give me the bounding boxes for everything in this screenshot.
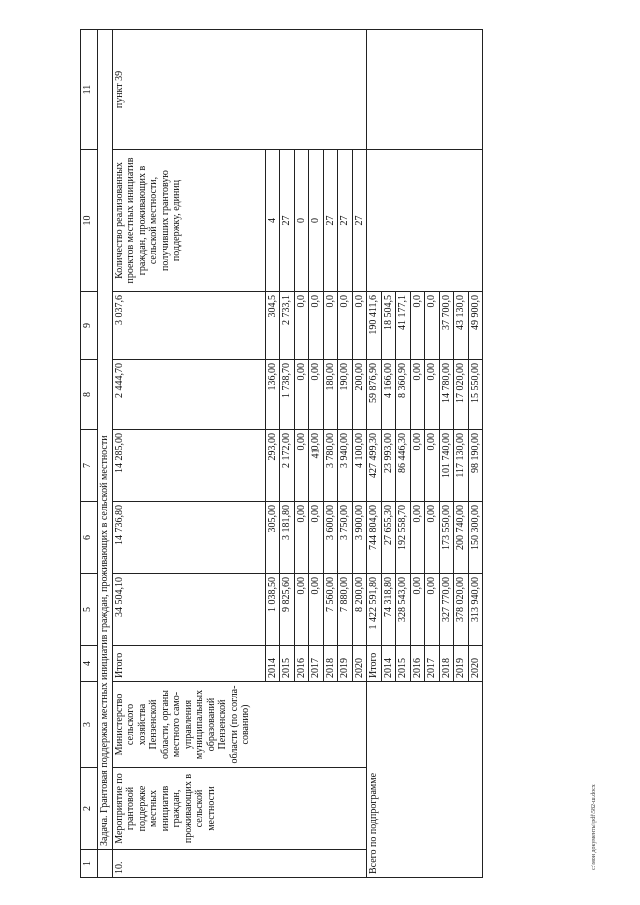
year-value: 0,00 xyxy=(294,430,309,502)
year-value: 3 181,80 xyxy=(280,502,295,574)
indicator-name: Количество реализованных проектов местных инициатив граждан, проживающих в сельской местности, получивших грантовую поддержку, единиц xyxy=(112,150,265,292)
col-number: 5 xyxy=(81,574,98,646)
year-value: 0,00 xyxy=(309,574,324,646)
indicator-value: 27 xyxy=(352,150,367,292)
indicator-value: 27 xyxy=(323,150,338,292)
subprogram-year-value: 43 130,0 xyxy=(454,292,469,360)
year-value: 3 750,00 xyxy=(338,502,353,574)
year-value: 136,00 xyxy=(265,360,280,430)
year-value: 0,0 xyxy=(323,292,338,360)
task-empty-cell xyxy=(98,850,113,878)
indicator-value: 0 xyxy=(309,150,324,292)
subprogram-total-value: 427 499,30 xyxy=(367,430,382,502)
year-value: 293,00 xyxy=(265,430,280,502)
subprogram-year-value: 0,00 xyxy=(425,360,440,430)
col-number: 6 xyxy=(81,502,98,574)
program-table xyxy=(80,29,483,878)
subprogram-year-value: 0,00 xyxy=(410,574,425,646)
col-number: 8 xyxy=(81,360,98,430)
indicator-value: 0 xyxy=(294,150,309,292)
year-value: 190,00 xyxy=(338,360,353,430)
subprogram-year-value: 14 780,00 xyxy=(439,360,454,430)
year-cell: 2020 xyxy=(352,646,367,682)
point-ref: пункт 39 xyxy=(112,30,367,150)
year-value: 2 733,1 xyxy=(280,292,295,360)
year-value: 3 600,00 xyxy=(323,502,338,574)
col-number: 2 xyxy=(81,768,98,850)
year-cell: 2019 xyxy=(454,646,469,682)
subprogram-year-value: 0,00 xyxy=(425,574,440,646)
year-value: 8 200,00 xyxy=(352,574,367,646)
footer-file-path: c:\мои документы\pdf\582-ш.docx xyxy=(591,784,597,870)
year-value: 0,00 xyxy=(294,360,309,430)
row-number: 10. xyxy=(112,850,367,878)
total-value: 2 444,70 xyxy=(112,360,265,430)
year-cell: 2015 xyxy=(280,646,295,682)
year-value: 0,00 xyxy=(294,574,309,646)
year-value: 0,00 xyxy=(309,360,324,430)
year-value: 9 825,60 xyxy=(280,574,295,646)
year-cell: 2015 xyxy=(396,646,411,682)
subprogram-year-value: 0,00 xyxy=(410,430,425,502)
subprogram-year-value: 17 020,00 xyxy=(454,360,469,430)
subprogram-year-value: 192 558,70 xyxy=(396,502,411,574)
measure-name: Мероприятие по грантовой поддержке местных инициатив граждан, проживающих в сельской местности xyxy=(112,768,367,850)
subprogram-total-row xyxy=(367,30,382,878)
subprogram-year-value: 313 940,00 xyxy=(468,574,483,646)
subprogram-year-value: 37 700,0 xyxy=(439,292,454,360)
year-value: 7 880,00 xyxy=(338,574,353,646)
year-value: 305,00 xyxy=(265,502,280,574)
indicator-value: 27 xyxy=(280,150,295,292)
subprogram-total-label: Итого xyxy=(367,646,382,682)
total-value: 34 504,10 xyxy=(112,574,265,646)
year-value: 0,0 xyxy=(352,292,367,360)
subprogram-year-value: 0,0 xyxy=(410,292,425,360)
year-cell: 2020 xyxy=(468,646,483,682)
year-value: 1 738,70 xyxy=(280,360,295,430)
page-number: 41 xyxy=(310,448,322,459)
empty-cell xyxy=(367,150,483,292)
year-value: 0,00 xyxy=(309,502,324,574)
subprogram-year-value: 98 190,00 xyxy=(468,430,483,502)
year-value: 0,0 xyxy=(338,292,353,360)
subprogram-year-value: 0,00 xyxy=(410,502,425,574)
subprogram-year-value: 0,00 xyxy=(410,360,425,430)
year-cell: 2014 xyxy=(381,646,396,682)
year-value: 180,00 xyxy=(323,360,338,430)
year-value: 4 100,00 xyxy=(352,430,367,502)
subprogram-year-value: 41 177,1 xyxy=(396,292,411,360)
year-value: 0,00 xyxy=(294,502,309,574)
subprogram-year-value: 27 655,30 xyxy=(381,502,396,574)
subprogram-year-value: 0,0 xyxy=(425,292,440,360)
measure-total-row xyxy=(112,30,265,878)
task-title: Задача. Грантовая поддержка местных инициатив граждан, проживающих в сельской местности xyxy=(98,30,113,850)
year-value: 3 780,00 xyxy=(323,430,338,502)
indicator-value: 4 xyxy=(265,150,280,292)
year-cell: 2018 xyxy=(439,646,454,682)
subprogram-year-value: 0,00 xyxy=(425,502,440,574)
subprogram-year-value: 173 550,00 xyxy=(439,502,454,574)
year-value: 2 172,00 xyxy=(280,430,295,502)
col-number: 11 xyxy=(81,30,98,150)
indicator-value: 27 xyxy=(338,150,353,292)
year-value: 0,0 xyxy=(309,292,324,360)
subprogram-total-value: 59 876,90 xyxy=(367,360,382,430)
subprogram-label: Всего по подпрограмме xyxy=(367,682,483,878)
column-number-row xyxy=(81,30,98,878)
year-cell: 2016 xyxy=(410,646,425,682)
subprogram-total-value: 1 422 591,80 xyxy=(367,574,382,646)
total-value: 14 285,00 xyxy=(112,430,265,502)
year-value: 200,00 xyxy=(352,360,367,430)
subprogram-year-value: 8 360,90 xyxy=(396,360,411,430)
col-number: 4 xyxy=(81,646,98,682)
subprogram-total-value: 190 411,6 xyxy=(367,292,382,360)
year-cell: 2014 xyxy=(265,646,280,682)
col-number: 3 xyxy=(81,682,98,768)
subprogram-year-value: 4 166,00 xyxy=(381,360,396,430)
subprogram-year-value: 74 318,80 xyxy=(381,574,396,646)
col-number: 10 xyxy=(81,150,98,292)
year-value: 0,0 xyxy=(294,292,309,360)
subprogram-year-value: 200 740,00 xyxy=(454,502,469,574)
year-value: 7 560,00 xyxy=(323,574,338,646)
total-value: 14 736,80 xyxy=(112,502,265,574)
subprogram-year-value: 117 130,00 xyxy=(454,430,469,502)
year-cell: 2018 xyxy=(323,646,338,682)
subprogram-year-value: 15 550,00 xyxy=(468,360,483,430)
year-value: 304,5 xyxy=(265,292,280,360)
subprogram-year-value: 101 740,00 xyxy=(439,430,454,502)
table-wrapper xyxy=(80,30,610,878)
subprogram-year-value: 86 446,30 xyxy=(396,430,411,502)
subprogram-year-value: 150 300,00 xyxy=(468,502,483,574)
year-value: 3 940,00 xyxy=(338,430,353,502)
rotated-page-area xyxy=(80,30,610,878)
total-value: 3 037,6 xyxy=(112,292,265,360)
subprogram-year-value: 18 504,5 xyxy=(381,292,396,360)
subprogram-year-value: 328 543,00 xyxy=(396,574,411,646)
subprogram-total-value: 744 804,00 xyxy=(367,502,382,574)
col-number: 1 xyxy=(81,850,98,878)
task-row xyxy=(98,30,113,878)
subprogram-year-value: 378 020,00 xyxy=(454,574,469,646)
year-value: 0,00 xyxy=(309,430,324,502)
total-label: Итого xyxy=(112,646,265,682)
year-cell: 2017 xyxy=(425,646,440,682)
subprogram-year-value: 327 770,00 xyxy=(439,574,454,646)
col-number: 7 xyxy=(81,430,98,502)
executor: Министерство сельского хозяйства Пензенской области, органы местного само-управления муниципальных образований Пензенской области (по согла-сованию) xyxy=(112,682,367,768)
year-cell: 2019 xyxy=(338,646,353,682)
subprogram-year-value: 49 900,0 xyxy=(468,292,483,360)
year-cell: 2016 xyxy=(294,646,309,682)
col-number: 9 xyxy=(81,292,98,360)
year-value: 1 038,50 xyxy=(265,574,280,646)
year-cell: 2017 xyxy=(309,646,324,682)
subprogram-year-value: 0,00 xyxy=(425,430,440,502)
subprogram-year-value: 23 993,00 xyxy=(381,430,396,502)
empty-cell xyxy=(367,30,483,150)
year-value: 3 900,00 xyxy=(352,502,367,574)
